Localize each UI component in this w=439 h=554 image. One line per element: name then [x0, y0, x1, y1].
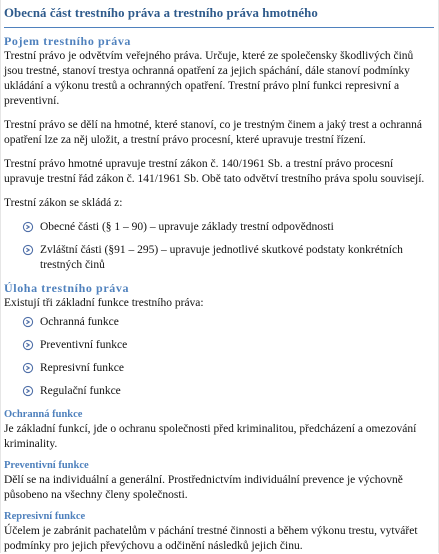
- list-trestni-zakon: [4, 220, 434, 273]
- list-item-text: Preventivní funkce: [40, 339, 128, 351]
- list-item-text: Regulační funkce: [40, 385, 121, 397]
- list-item-text: Ochranná funkce: [40, 316, 119, 328]
- list-item-text: Obecné části (§ 1 – 90) – upravuje základy trestní odpovědnosti: [40, 221, 334, 233]
- paragraph-uloha-intro: Existují tři základní funkce trestního práva:: [4, 297, 204, 309]
- paragraph-pojem-1: Trestní právo je odvětvím veřejného práva. Určuje, které ze společensky škodlivých činů jsou trestné, stanoví trestya ochranná opatření za jejich spáchání, dále stanoví podmínky ukládání a výkonu trestů a ochranných opatření. Trestní právo plní funkci represivní a preventivní.: [4, 50, 414, 107]
- heading-represivni: Represivní funkce: [4, 511, 86, 522]
- circled-arrow-bullet-icon: [22, 339, 34, 351]
- list-item: [4, 315, 434, 330]
- heading-uloha: Úloha trestního práva: [4, 281, 130, 295]
- document-title: Obecná část trestního práva a trestního práva hmotného: [4, 6, 434, 28]
- circled-arrow-bullet-icon: [22, 385, 34, 397]
- list-item: [4, 338, 434, 353]
- paragraph-pojem-3: Trestní právo hmotné upravuje trestní zákon č. 140/1961 Sb. a trestní právo procesní upravuje trestní řád zákon č. 141/1961 Sb. Obě tato odvětví trestního práva spolu souvisejí.: [4, 158, 425, 185]
- document-content: [1, 0, 438, 554]
- list-item: [4, 243, 434, 273]
- paragraph-represivni: Účelem je zabránit pachatelům v páchání trestné činnosti a během výkonu trestu, vytvářet podmínky pro jejich převýchovu a odčinění následků jejich činu.: [4, 525, 418, 552]
- heading-ochranna: Ochranná funkce: [4, 409, 83, 420]
- paragraph-pojem-2: Trestní právo se dělí na hmotné, které stanoví, co je trestným činem a jaký trest a ochranná opatření lze za něj uložit, a trestní právo procesní, které upravuje trestní řízení.: [4, 119, 422, 146]
- list-item-text: Zvláštní části (§91 – 295) – upravuje jednotlivé skutkové podstaty konkrétních trestných činů: [40, 244, 403, 271]
- list-item-text: Represivní funkce: [40, 362, 124, 374]
- paragraph-preventivni: Dělí se na individuální a generální. Prostřednictvím individuální prevence je výchovně působeno na všechny členy společnosti.: [4, 474, 403, 501]
- list-item: [4, 361, 434, 376]
- heading-pojem: Pojem trestního práva: [4, 34, 132, 48]
- circled-arrow-bullet-icon: [22, 221, 34, 233]
- circled-arrow-bullet-icon: [22, 244, 34, 256]
- paragraph-pojem-4: Trestní zákon se skládá z:: [4, 197, 123, 209]
- list-funkce: [4, 315, 434, 399]
- circled-arrow-bullet-icon: [22, 362, 34, 374]
- paragraph-ochranna: Je základní funkcí, jde o ochranu společnosti před kriminalitou, předcházení a omezování kriminality.: [4, 423, 417, 450]
- heading-preventivni: Preventivní funkce: [4, 460, 89, 471]
- list-item: [4, 220, 434, 235]
- circled-arrow-bullet-icon: [22, 316, 34, 328]
- list-item: [4, 384, 434, 399]
